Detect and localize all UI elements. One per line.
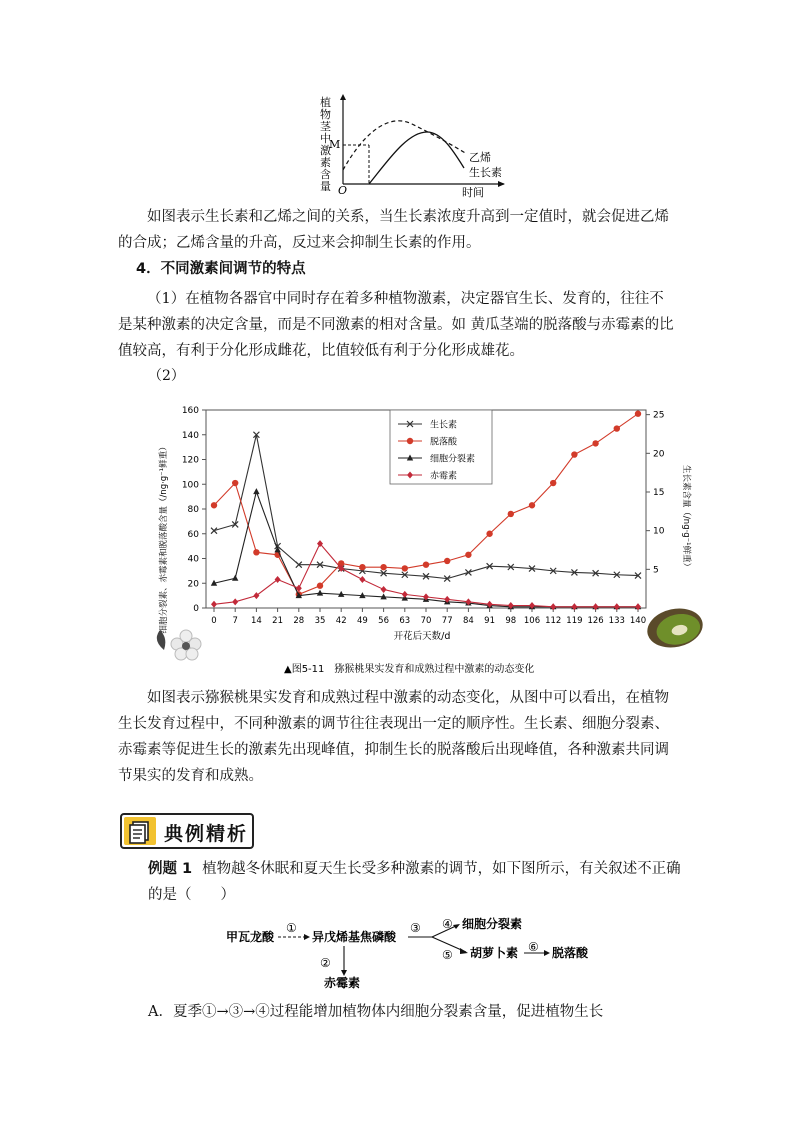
x-tick-label: 28 <box>293 616 305 626</box>
left-y-tick-label: 120 <box>181 455 199 466</box>
fig1-ylabel-char: 中 <box>320 132 331 145</box>
flow-arrowhead <box>304 934 310 940</box>
left-y-tick-label: 20 <box>187 579 199 590</box>
document-icon <box>124 817 156 845</box>
example-1 <box>148 856 688 908</box>
left-y-tick-label: 0 <box>193 604 199 614</box>
chart-legend <box>390 410 492 484</box>
paragraph-ethylene: 如图表示生长素和乙烯之间的关系，当生长素浓度升高到一定值时，就会促进乙烯的合成；乙烯含量的升高，反过来会抑制生长素的作用。 <box>118 209 669 251</box>
flower-petal <box>186 648 198 660</box>
left-y-tick-label: 40 <box>187 554 199 565</box>
right-y-tick-label: 10 <box>653 526 665 537</box>
left-y-tick-label: 80 <box>187 505 199 515</box>
hormone-pathway-diagram <box>220 915 620 995</box>
data-point <box>465 552 471 558</box>
x-tick-label: 140 <box>629 616 647 626</box>
x-tick-label: 106 <box>523 616 541 626</box>
data-point <box>444 558 450 564</box>
left-y-tick-label: 100 <box>181 480 199 491</box>
chart-ylabel-right-text: 生长素含量（/ng·g⁻¹鲜重） <box>681 464 691 572</box>
fig1-ylabel-char: 含 <box>320 168 331 181</box>
legend-label: 生长素 <box>430 420 458 431</box>
x-tick-label: 63 <box>399 616 411 626</box>
data-point <box>529 502 535 508</box>
fig1-auxin-label: 生长素 <box>469 166 502 179</box>
kiwi-decoration <box>644 604 707 653</box>
data-point <box>614 425 620 431</box>
x-tick-label: 119 <box>566 616 583 626</box>
item-2-label: （2） <box>148 368 185 384</box>
legend-label: 脱落酸 <box>430 437 458 448</box>
data-point <box>359 576 365 583</box>
data-point <box>550 480 556 486</box>
data-point <box>571 451 577 457</box>
data-point <box>211 502 217 508</box>
flower-center <box>182 642 190 650</box>
left-y-tick-label: 60 <box>187 529 199 540</box>
flow-step-6: ⑥ <box>528 940 539 954</box>
fig1-ylabel-char: 量 <box>320 180 331 193</box>
data-point <box>253 488 259 494</box>
data-point <box>274 546 280 552</box>
fig1-xlabel: 时间 <box>462 186 484 199</box>
data-point <box>380 564 386 570</box>
data-point <box>508 511 514 517</box>
data-point <box>465 569 471 575</box>
flow-node-mevalonic-acid: 甲瓦龙酸 <box>226 930 275 944</box>
ethylene-auxin-figure <box>312 92 512 200</box>
data-point <box>232 480 238 486</box>
legend-label: 赤霉素 <box>430 471 458 482</box>
data-point <box>635 411 641 417</box>
right-y-ticks <box>646 411 665 576</box>
x-tick-label: 98 <box>505 616 517 626</box>
flow-arrowhead <box>544 950 550 956</box>
x-tick-label: 84 <box>462 616 474 626</box>
data-point <box>253 549 259 555</box>
paragraph-relative-content: （1）在植物各器官中同时存在着多种植物激素，决定器官生长、发育的，往往不是某种激素的决定含量，而是不同激素的相对含量。如 黄瓜茎端的脱落酸与赤霉素的比值较高，有利于分化形成雌花，比值较低有利于分化形成雄花。 <box>118 291 674 359</box>
example-label: 例题 1 <box>148 861 193 877</box>
flow-node-gibberellin: 赤霉素 <box>324 976 361 990</box>
data-point <box>423 561 429 567</box>
x-tick-label: 112 <box>545 616 562 626</box>
fig1-x-arrow <box>498 181 505 187</box>
data-point <box>275 576 281 583</box>
x-tick-label: 91 <box>484 616 496 626</box>
flow-step-2: ② <box>320 956 331 970</box>
x-ticks <box>211 608 646 626</box>
x-tick-label: 7 <box>232 616 238 626</box>
x-tick-label: 126 <box>587 616 604 626</box>
x-tick-label: 0 <box>211 616 217 626</box>
example-question: 植物越冬休眠和夏天生长受多种激素的调节，如下图所示，有关叙述不正确的是（ ） <box>148 861 681 903</box>
fig1-ethylene-label: 乙烯 <box>469 151 491 164</box>
fig1-ylabel-char: 素 <box>320 156 331 169</box>
flow-arrowhead <box>460 948 468 954</box>
x-tick-label: 35 <box>314 616 326 626</box>
x-tick-label: 77 <box>441 616 453 626</box>
flow-node-ipp: 异戊烯基焦磷酸 <box>312 930 397 944</box>
right-y-tick-label: 5 <box>653 565 659 576</box>
data-point <box>486 531 492 537</box>
section-title: 典例精析 <box>164 823 249 845</box>
flow-step-1: ① <box>286 921 297 935</box>
data-point <box>402 565 408 571</box>
fig1-y-arrow <box>340 94 346 100</box>
chart-xlabel: 开花后天数/d <box>393 631 451 642</box>
data-point <box>407 438 413 444</box>
fig1-ylabel-char: 激 <box>320 144 331 157</box>
right-y-tick-label: 25 <box>653 410 665 421</box>
x-tick-label: 14 <box>250 616 262 626</box>
fig1-ylabel-char: 物 <box>320 108 331 121</box>
flow-step-5: ⑤ <box>442 948 453 962</box>
right-y-tick-label: 20 <box>653 449 665 460</box>
x-tick-label: 21 <box>272 616 284 626</box>
paragraph-kiwifruit: 如图表示猕猴桃果实发育和成熟过程中激素的动态变化，从图中可以看出，在植物生长发育过程中，不同种激素的调节往往表现出一定的顺序性。生长素、细胞分裂素、赤霉素等促进生长的激素先出现峰值，抑制生长的脱落酸后出现峰值，各种激素共同调节果实的发育和成熟。 <box>118 690 669 784</box>
flow-node-abscisic-acid: 脱落酸 <box>552 946 589 960</box>
heading-4: 4．不同激素间调节的特点 <box>136 261 306 277</box>
fig1-m-label: M <box>329 138 341 151</box>
auxin-curve <box>369 132 464 184</box>
x-tick-label: 70 <box>420 616 432 626</box>
flow-node-carotene: 胡萝卜素 <box>470 946 519 960</box>
data-point <box>232 575 238 581</box>
flow-node-cytokinin: 细胞分裂素 <box>462 917 523 931</box>
data-point <box>211 601 217 608</box>
x-tick-label: 56 <box>378 616 390 626</box>
chart-ylabel-left <box>158 442 169 633</box>
left-y-ticks <box>182 406 206 614</box>
data-point <box>317 590 323 596</box>
chart-ylabel-right <box>681 465 692 571</box>
flow-step-4: ④ <box>442 917 453 931</box>
chart-ylabel-left-text: 细胞分裂素、赤霉素和脱落酸含量（/ng·g⁻¹鲜重） <box>159 442 169 634</box>
flower-petal <box>180 630 192 642</box>
fig1-ylabel-char: 茎 <box>320 120 331 133</box>
section-header <box>120 813 254 849</box>
fig1-ylabel-char: 植 <box>320 96 331 109</box>
x-tick-label: 49 <box>356 616 368 626</box>
data-point <box>381 586 387 593</box>
legend-label: 细胞分裂素 <box>430 454 476 465</box>
chart-caption: ▲图5-11 猕猴桃果实发育和成熟过程中激素的动态变化 <box>284 664 535 675</box>
kiwifruit-hormone-chart <box>150 388 710 680</box>
left-y-tick-label: 160 <box>181 406 199 416</box>
data-point <box>402 591 408 598</box>
fig1-origin: O <box>338 184 348 197</box>
left-y-tick-label: 140 <box>181 430 199 441</box>
flow-step-3: ③ <box>410 921 421 935</box>
data-point <box>317 583 323 589</box>
data-point <box>253 592 259 599</box>
data-point <box>211 528 217 534</box>
data-point <box>359 564 365 570</box>
data-point <box>232 598 238 605</box>
x-tick-label: 133 <box>608 616 625 626</box>
option-a: A．夏季①→③→④过程能增加植物体内细胞分裂素含量，促进植物生长 <box>148 1004 604 1020</box>
right-y-tick-label: 15 <box>653 487 665 498</box>
data-point <box>592 440 598 446</box>
x-tick-label: 42 <box>335 616 347 626</box>
